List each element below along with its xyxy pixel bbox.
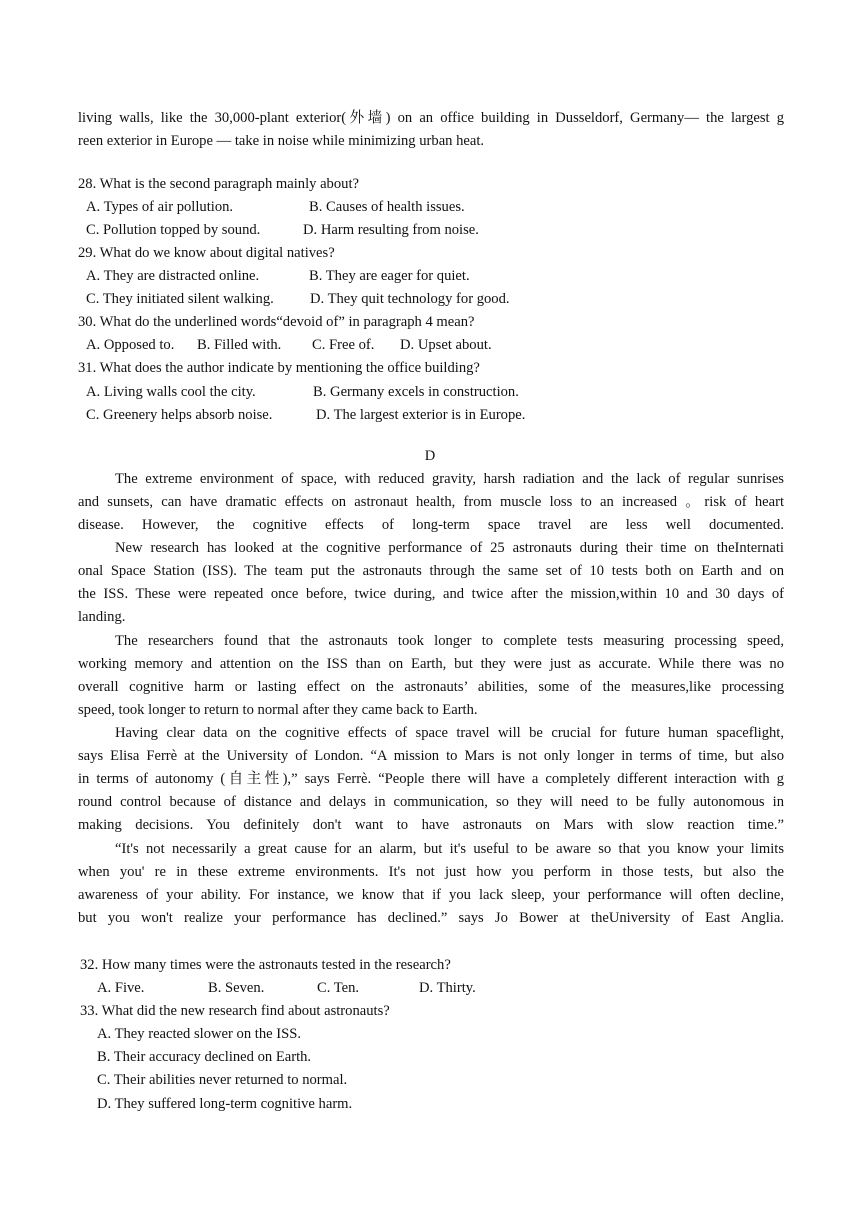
- option: D. The largest exterior is in Europe.: [316, 407, 526, 423]
- paragraph-line: says Elisa Ferrè at the University of London. “A mission to Mars is not only longer in terms of time, but also: [78, 748, 784, 764]
- option: A. Five.: [97, 980, 145, 996]
- intro-line: reen exterior in Europe — take in noise while minimizing urban heat.: [78, 133, 485, 149]
- option: D. They suffered long-term cognitive harm.: [97, 1096, 353, 1112]
- paragraph-line: and sunsets, can have dramatic effects on astronaut health, from muscle loss to an increased 。risk of heart: [78, 494, 784, 510]
- paragraph-line: but you won't realize your performance has declined.” says Jo Bower at theUniversity of East Anglia.: [78, 910, 784, 926]
- paragraph-line: awareness of your ability. For instance, we know that if you lack sleep, your performance will often decline,: [78, 887, 784, 903]
- paragraph-line: The researchers found that the astronauts took longer to complete tests measuring processing speed,: [115, 633, 784, 649]
- question-stem: 28. What is the second paragraph mainly about?: [78, 176, 359, 192]
- section-heading: D: [424, 448, 436, 464]
- option: D. Upset about.: [400, 337, 492, 353]
- option: C. They initiated silent walking.: [86, 291, 274, 307]
- option: B. Filled with.: [197, 337, 282, 353]
- paragraph-line: disease. However, the cognitive effects of long-term space travel are less well documented.: [78, 517, 784, 533]
- option: B. Causes of health issues.: [309, 199, 465, 215]
- option: C. Their abilities never returned to normal.: [97, 1072, 348, 1088]
- paragraph-line: speed, took longer to return to normal after they came back to Earth.: [78, 702, 478, 718]
- paragraph-line: The extreme environment of space, with reduced gravity, harsh radiation and the lack of regular sunrises: [115, 471, 784, 487]
- option: B. They are eager for quiet.: [309, 268, 470, 284]
- paragraph-line: onal Space Station (ISS). The team put the astronauts through the same set of 10 tests both on Earth and on: [78, 563, 784, 579]
- option: A. They are distracted online.: [86, 268, 260, 284]
- option: D. Thirty.: [419, 980, 476, 996]
- question-stem: 32. How many times were the astronauts tested in the research?: [80, 957, 451, 973]
- option: A. Opposed to.: [86, 337, 175, 353]
- option: C. Free of.: [312, 337, 375, 353]
- question-stem: 29. What do we know about digital natives?: [78, 245, 335, 261]
- paragraph-line: when you' re in these extreme environments. It's not just how you perform in those tests, but also the: [78, 864, 784, 880]
- option: B. Seven.: [208, 980, 265, 996]
- paragraph-line: working memory and attention on the ISS than on Earth, but they were just as accurate. While there was no: [78, 656, 784, 672]
- paragraph-line: New research has looked at the cognitive performance of 25 astronauts during their time on theInternati: [115, 540, 784, 556]
- paragraph-line: in terms of autonomy (自主性),” says Ferrè. “People there will have a completely different interaction with g: [78, 771, 784, 787]
- option: B. Germany excels in construction.: [313, 384, 519, 400]
- paragraph-line: overall cognitive harm or lasting effect on the astronauts’ abilities, some of the measures,like processing: [78, 679, 784, 695]
- paragraph-line: “It's not necessarily a great cause for an alarm, but it's useful to be aware so that you know your limits: [115, 841, 784, 857]
- paragraph-line: Having clear data on the cognitive effects of space travel will be crucial for future human spaceflight,: [115, 725, 784, 741]
- option: C. Greenery helps absorb noise.: [86, 407, 273, 423]
- option: D. Harm resulting from noise.: [303, 222, 479, 238]
- paragraph-line: the ISS. These were repeated once before, twice during, and twice after the mission,within 10 and 30 days of: [78, 586, 784, 602]
- option: D. They quit technology for good.: [310, 291, 510, 307]
- paragraph-line: making decisions. You definitely don't want to have astronauts on Mars with slow reaction time.”: [78, 817, 784, 833]
- question-stem: 33. What did the new research find about astronauts?: [80, 1003, 390, 1019]
- paragraph-line: landing.: [78, 609, 126, 625]
- option: A. They reacted slower on the ISS.: [97, 1026, 301, 1042]
- question-stem: 31. What does the author indicate by mentioning the office building?: [78, 360, 480, 376]
- question-stem: 30. What do the underlined words“devoid of” in paragraph 4 mean?: [78, 314, 475, 330]
- option: C. Pollution topped by sound.: [86, 222, 261, 238]
- option: B. Their accuracy declined on Earth.: [97, 1049, 312, 1065]
- option: C. Ten.: [317, 980, 360, 996]
- option: A. Types of air pollution.: [86, 199, 234, 215]
- option: A. Living walls cool the city.: [86, 384, 256, 400]
- intro-line: living walls, like the 30,000-plant exterior(外墙) on an office building in Dusseldorf, Germany— the largest g: [78, 110, 784, 126]
- paragraph-line: round control because of distance and delays in communication, so they will need to be fully autonomous in: [78, 794, 784, 810]
